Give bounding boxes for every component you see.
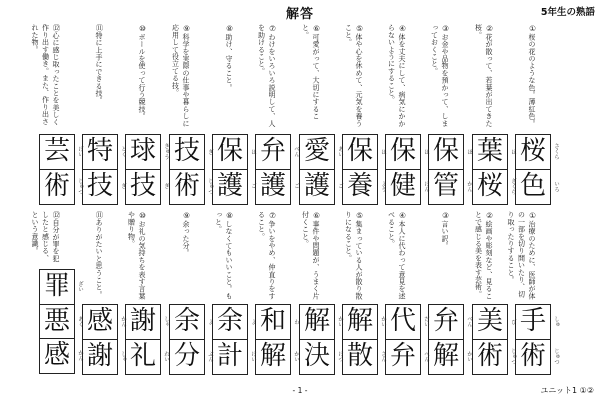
answer-kanji: 散	[346, 340, 373, 371]
furigana: よ	[250, 318, 256, 325]
bottom-answer-1	[515, 304, 559, 375]
answer-kanji: 術	[43, 170, 70, 201]
definition-text: 言い訳。	[441, 220, 449, 250]
definition-text: 集まっている人が散り散りになること。	[344, 211, 363, 300]
bottom-answer-9	[169, 304, 213, 375]
top-answer-4	[385, 134, 429, 205]
definition-text: ありがたいと思うこと。	[95, 218, 103, 298]
answer-kanji: 術	[476, 340, 503, 371]
answer-kanji-cell	[472, 339, 516, 375]
furigana: ご	[337, 183, 343, 189]
top-definition-7	[256, 24, 277, 128]
furigana: ぎ	[207, 148, 213, 155]
answer-kanji-cell	[472, 169, 516, 205]
furigana: しゅ	[553, 316, 559, 327]
furigana: かん	[77, 350, 83, 361]
answer-kanji-cell	[169, 169, 213, 205]
answer-kanji-cell	[342, 339, 386, 375]
definition-text: 桜の花のような色。薄紅色。	[528, 33, 536, 127]
furigana: けん	[423, 180, 429, 192]
furigana: かい	[293, 350, 299, 362]
furigana: び	[510, 318, 516, 325]
furigana: ほ	[423, 148, 429, 155]
item-number: ⑪	[95, 24, 104, 32]
top-definition-6	[300, 24, 321, 128]
top-answer-2	[472, 134, 516, 205]
item-number: ⑨	[182, 24, 191, 34]
top-definition-5	[343, 24, 364, 128]
furigana: いろ	[553, 180, 559, 192]
answer-kanji-cell	[82, 134, 126, 170]
furigana: かい	[466, 350, 472, 362]
furigana: わ	[293, 318, 299, 325]
item-number: ③	[441, 211, 450, 221]
answer-kanji: 余	[216, 306, 243, 336]
item-number: ⑧	[225, 24, 234, 34]
furigana: かん	[120, 316, 126, 327]
top-definition-1	[527, 24, 538, 128]
bottom-definition-6	[300, 211, 321, 301]
answer-kanji: 技	[129, 170, 156, 201]
furigana: しゃ	[163, 316, 169, 327]
answer-kanji: 感	[43, 340, 70, 370]
bottom-answer-4	[385, 304, 429, 375]
answer-kanji: 術	[173, 170, 200, 201]
answer-kanji: 手	[519, 306, 546, 336]
answer-kanji: 保	[389, 136, 416, 166]
bottom-answer-11	[82, 304, 126, 375]
page-number: - 1 -	[292, 386, 308, 395]
furigana: べん	[466, 316, 472, 327]
answer-kanji-cell	[299, 339, 343, 375]
item-number: ⑨	[182, 211, 191, 221]
definition-text: 自分が罪を犯したと感じる、という意識。	[31, 211, 60, 262]
top-answer-10	[125, 134, 169, 205]
answer-kanji: 色	[519, 170, 546, 201]
answer-kanji: 美	[476, 306, 503, 336]
answer-kanji: 解	[259, 340, 286, 371]
answer-kanji: 護	[303, 170, 330, 201]
top-definition-12	[30, 24, 62, 128]
answer-kanji: 術	[519, 340, 546, 371]
answer-kanji: 養	[346, 170, 373, 201]
answer-kanji: 余	[173, 306, 200, 336]
definition-text: 体を丈夫にして、病気にかからないようにすること。	[387, 24, 406, 127]
furigana: じゅつ	[510, 347, 516, 365]
answer-kanji: 分	[173, 340, 200, 371]
answer-kanji: 弁	[432, 306, 459, 336]
furigana: しゃ	[120, 350, 126, 362]
answer-kanji-cell	[515, 134, 559, 170]
top-definition-10	[137, 24, 148, 128]
answer-kanji-cell	[125, 339, 169, 375]
answer-kanji-cell	[472, 304, 516, 340]
furigana: とく	[120, 146, 126, 157]
item-number: ⑫	[52, 24, 61, 32]
item-number: ④	[398, 211, 407, 221]
furigana: は	[510, 148, 516, 155]
furigana: さん	[380, 350, 386, 362]
answer-kanji: 罪	[43, 271, 70, 301]
bottom-definition-2	[473, 211, 494, 301]
answer-kanji-cell	[169, 339, 213, 375]
answer-kanji: 謝	[129, 306, 156, 336]
answer-kanji: 護	[216, 170, 243, 201]
answer-kanji-cell	[385, 339, 429, 375]
definition-text: 絵画や彫刻など、見ることで感じる美を表す芸術。	[474, 211, 493, 300]
answer-kanji-cell	[125, 134, 169, 170]
page-title: 解答	[285, 7, 314, 22]
furigana: じゅつ	[77, 177, 83, 195]
bottom-answer-2	[472, 304, 516, 375]
answer-kanji-cell	[342, 169, 386, 205]
answer-kanji-cell	[385, 169, 429, 205]
answer-kanji-cell	[299, 304, 343, 340]
item-number: ⑩	[138, 211, 147, 221]
answer-kanji-cell	[428, 169, 472, 205]
furigana: ざい	[77, 281, 83, 292]
definition-text: 争いをやめ、仲直りをすること。	[257, 211, 276, 300]
definition-text: 治療のために、医師が体の一部を切り開いたり、切り取ったりすること。	[507, 211, 536, 300]
answer-kanji-cell	[39, 304, 83, 340]
item-number: ⑦	[268, 24, 277, 34]
item-number: ③	[441, 24, 450, 34]
bottom-definition-8	[213, 211, 234, 301]
furigana: けつ	[337, 350, 343, 362]
furigana: げい	[77, 146, 83, 157]
furigana: ご	[293, 183, 299, 189]
furigana: ざくら	[510, 177, 516, 195]
bottom-answer-10	[125, 304, 169, 375]
answer-kanji: 特	[86, 136, 113, 166]
furigana: よ	[207, 318, 213, 325]
furigana: べん	[423, 350, 429, 362]
definition-text: しなくてもいいこと。もっと。	[214, 211, 233, 300]
answer-kanji-cell	[39, 169, 83, 205]
answer-kanji-cell	[39, 338, 83, 374]
answer-kanji-cell	[428, 339, 472, 375]
furigana: ぎ	[163, 183, 169, 189]
bottom-definition-12	[30, 211, 62, 265]
definition-text: 体や心を休めて、元気を養うこと。	[344, 24, 363, 127]
definition-text: 事件や問題が、うまく片付くこと。	[301, 211, 320, 300]
bottom-definition-9	[181, 211, 192, 301]
furigana: あい	[337, 146, 343, 157]
furigana: ほ	[250, 148, 256, 155]
item-number: ⑤	[355, 211, 364, 221]
item-number: ⑩	[138, 24, 147, 34]
definition-text: お金や品物を預かって、しまっておくこと。	[430, 24, 449, 127]
definition-text: ボールを使って行う競技。	[138, 33, 146, 120]
answer-kanji-cell	[169, 304, 213, 340]
bottom-definition-4	[386, 211, 407, 301]
answer-kanji-cell	[125, 304, 169, 340]
furigana: だい	[423, 316, 429, 327]
top-definition-11	[94, 24, 105, 128]
furigana: じゅつ	[553, 347, 559, 365]
definition-text: 可愛がって、大切にすること。	[301, 24, 320, 120]
answer-kanji: 礼	[129, 340, 156, 371]
top-answer-9	[169, 134, 213, 205]
bottom-answer-3	[428, 304, 472, 375]
top-definition-2	[473, 24, 494, 128]
top-definition-8	[224, 24, 235, 128]
answer-kanji: 管	[432, 170, 459, 201]
item-number: ⑦	[268, 211, 277, 221]
definition-text: 花が散って、若葉が出てきた桜。	[474, 24, 493, 127]
bottom-answer-7	[255, 304, 299, 375]
definition-text: 助け、守ること。	[225, 33, 233, 91]
answer-kanji-cell	[299, 169, 343, 205]
answer-kanji: 愛	[303, 136, 330, 166]
answer-kanji: 技	[173, 136, 200, 166]
answer-kanji-cell	[212, 339, 256, 375]
top-answer-5	[342, 134, 386, 205]
furigana: きゅう	[163, 143, 169, 160]
answer-kanji-cell	[82, 339, 126, 375]
answer-kanji-cell	[82, 169, 126, 205]
furigana: ほ	[466, 148, 472, 155]
definition-text: 本人に代わって意見を述べること。	[387, 211, 406, 300]
answer-kanji-cell	[428, 134, 472, 170]
answer-kanji-cell	[39, 134, 83, 170]
bottom-definition-7	[256, 211, 277, 301]
furigana: かい	[337, 316, 343, 327]
item-number: ④	[398, 24, 407, 34]
top-definition-3	[429, 24, 450, 128]
answer-kanji-cell	[169, 134, 213, 170]
bottom-answer-12	[39, 269, 83, 374]
answer-kanji-cell	[385, 134, 429, 170]
top-definition-4	[386, 24, 407, 128]
furigana: れい	[163, 350, 169, 362]
item-number: ⑪	[95, 211, 104, 219]
item-number: ②	[485, 211, 494, 221]
answer-kanji: 弁	[259, 136, 286, 166]
answer-kanji-cell	[472, 134, 516, 170]
answer-kanji: 保	[216, 136, 243, 166]
answer-kanji-cell	[515, 169, 559, 205]
definition-text: 余った分。	[182, 220, 190, 257]
answer-kanji: 代	[389, 306, 416, 336]
answer-kanji: 和	[259, 306, 286, 336]
answer-kanji: 技	[86, 170, 113, 201]
worksheet-subtitle: 5年生の熟語	[540, 7, 595, 18]
bottom-answer-5	[342, 304, 386, 375]
item-number: ⑤	[355, 24, 364, 34]
furigana: よう	[380, 180, 386, 192]
bottom-answer-8	[212, 304, 256, 375]
bottom-definition-5	[343, 211, 364, 301]
answer-kanji-cell	[255, 134, 299, 170]
answer-kanji-cell	[428, 304, 472, 340]
answer-kanji: 葉	[476, 136, 503, 166]
answer-kanji-cell	[212, 304, 256, 340]
answer-kanji: 解	[303, 306, 330, 336]
furigana: ほ	[380, 148, 386, 155]
answer-kanji-cell	[515, 339, 559, 375]
definition-text: 科学を実際の仕事や暮らしに応用して役立てる技。	[171, 24, 190, 127]
item-number: ⑫	[52, 211, 61, 219]
answer-kanji-cell	[299, 134, 343, 170]
definition-text: わけをいろいろ説明して、人を助けること。	[257, 24, 276, 127]
answer-kanji: 護	[259, 170, 286, 201]
bottom-definition-1	[506, 211, 538, 301]
definition-text: 特に上手にできる技。	[95, 31, 103, 104]
item-number: ①	[528, 211, 537, 221]
furigana: かい	[380, 316, 386, 327]
answer-kanji-cell	[82, 304, 126, 340]
answer-kanji-cell	[342, 304, 386, 340]
answer-kanji: 解	[432, 340, 459, 371]
answer-kanji-cell	[212, 169, 256, 205]
answer-kanji-cell	[255, 304, 299, 340]
unit-label: ユニット1 ①②	[540, 386, 594, 395]
furigana: べん	[293, 146, 299, 157]
bottom-definition-11	[94, 211, 105, 301]
furigana: かん	[466, 180, 472, 192]
answer-kanji-cell	[212, 134, 256, 170]
top-definition-9	[170, 24, 191, 128]
furigana: じゅつ	[207, 177, 213, 195]
answer-kanji: 弁	[389, 340, 416, 371]
definition-text: お礼の気持ちを表す言葉や贈り物。	[127, 211, 146, 300]
answer-kanji: 球	[129, 136, 156, 166]
furigana: さくら	[553, 143, 559, 160]
top-answer-7	[255, 134, 299, 205]
furigana: ぶん	[207, 350, 213, 362]
answer-kanji: 芸	[43, 136, 70, 166]
answer-kanji: 桜	[519, 136, 546, 166]
answer-kanji: 解	[346, 306, 373, 336]
bottom-definition-3	[440, 211, 451, 301]
item-number: ⑥	[312, 211, 321, 221]
furigana: ご	[250, 183, 256, 189]
answer-kanji: 計	[216, 340, 243, 371]
answer-kanji: 謝	[86, 340, 113, 371]
answer-kanji: 決	[303, 340, 330, 371]
answer-kanji-cell	[255, 169, 299, 205]
furigana: あく	[77, 315, 83, 327]
answer-kanji: 感	[86, 306, 113, 336]
answer-kanji-cell	[385, 304, 429, 340]
definition-text: 心に感じ取ったことを美しく作り出す働き。また、作り出された物。	[31, 24, 60, 126]
answer-kanji-cell	[342, 134, 386, 170]
answer-kanji: 保	[432, 136, 459, 166]
item-number: ⑥	[312, 24, 321, 34]
top-answer-6	[299, 134, 343, 205]
top-answer-1	[515, 134, 559, 205]
answer-kanji: 健	[389, 170, 416, 201]
top-answer-3	[428, 134, 472, 205]
answer-kanji-cell	[255, 339, 299, 375]
furigana: ぎ	[120, 183, 126, 189]
top-answer-12	[39, 134, 83, 205]
answer-kanji: 保	[346, 136, 373, 166]
item-number: ⑧	[225, 211, 234, 221]
top-answer-8	[212, 134, 256, 205]
item-number: ②	[485, 24, 494, 34]
item-number: ①	[528, 24, 537, 34]
answer-kanji: 桜	[476, 170, 503, 201]
answer-kanji: 悪	[43, 305, 70, 336]
furigana: けい	[250, 350, 256, 362]
answer-kanji-cell	[39, 269, 83, 305]
bottom-definition-10	[126, 211, 147, 301]
bottom-answer-6	[299, 304, 343, 375]
answer-kanji-cell	[125, 169, 169, 205]
top-answer-11	[82, 134, 126, 205]
answer-kanji-cell	[515, 304, 559, 340]
